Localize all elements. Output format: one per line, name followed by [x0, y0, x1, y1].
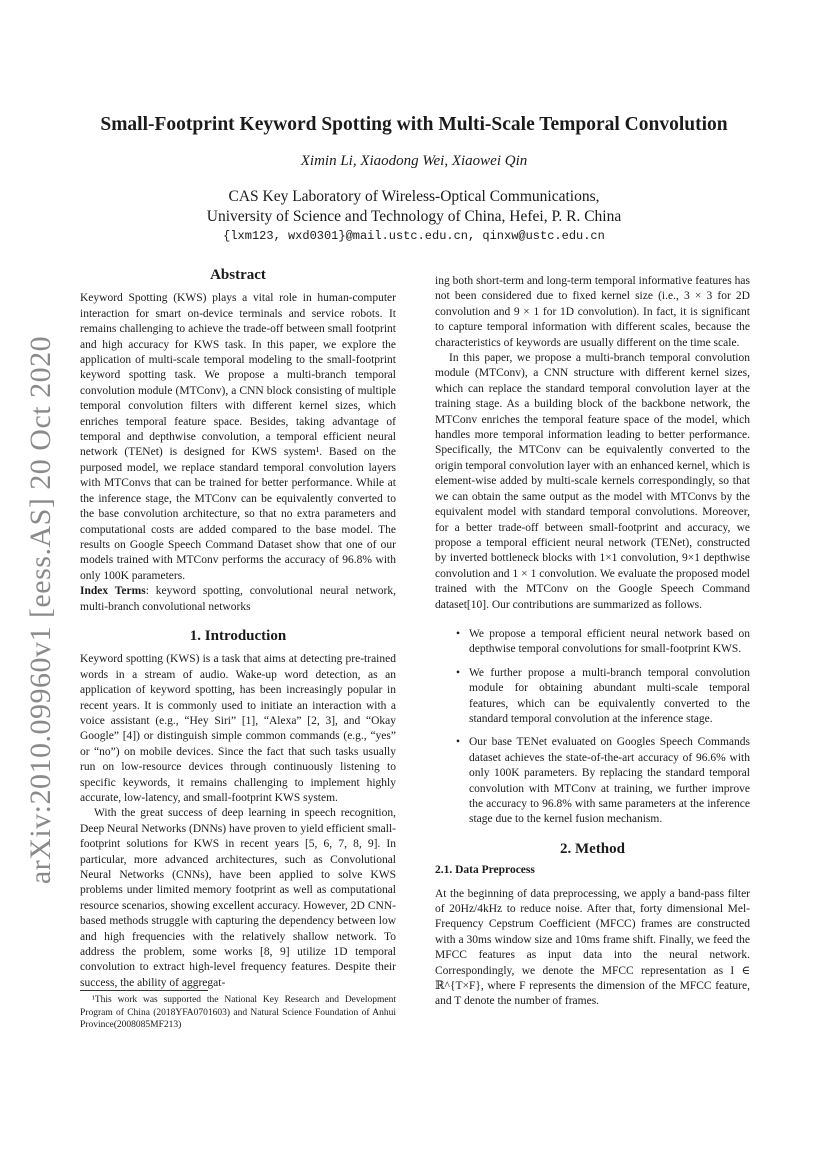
- paper-title: Small-Footprint Keyword Spotting with Multi-Scale Temporal Convolution: [100, 114, 728, 135]
- intro-paragraph-2: With the great success of deep learning in speech recognition, Deep Neural Networks (DNNs) have proven to yield efficient small-footprint solutions for KWS in recent years [5, 6, 7, 8, 9]. In particular, more advanced architectures, such as Convolutional Neural Networks (CNNs), have been applied to solve KWS problems under limited memory footprint as well as computational resource scenarios, showing excellent accuracy. However, 2D CNN-based methods struggle with capturing the dependency between low and high frequencies with the relatively shallow network. To address the problem, some works [8, 9] utilize 1D temporal convolution to extract high-level frequency features. Despite their success, the ability of aggregat-: [80, 807, 396, 989]
- list-item: • We further propose a multi-branch temporal convolution module for obtaining abundant multi-scale temporal features, which can be equivalently converted to the standard temporal convolution at the inference stage.: [435, 666, 750, 728]
- paper-authors: Ximin Li, Xiaodong Wei, Xiaowei Qin: [300, 153, 528, 169]
- left-column: [80, 268, 396, 991]
- data-preprocess-heading: 2.1. Data Preprocess: [435, 864, 535, 877]
- method-heading: 2. Method: [560, 840, 625, 857]
- footnote: ¹This work was supported the National Key Research and Development Program of China (2018YFA0701603) and Natural Science Foundation of Anhui Province(2008085MF213): [80, 995, 396, 1030]
- index-terms-text: : keyword spotting, convolutional neural network, multi-branch convolutional networks: [80, 585, 397, 613]
- contribution-intro-paragraph: In this paper, we propose a multi-branch temporal convolution module (MTConv), a CNN structure with different kernel sizes, which can replace the standard temporal convolution layer at the training stage. As a building block of the backbone network, the MTConv enriches the temporal feature space of the model, which handles more temporal information leading to better performance. Specifically, the MTConv can be equivalently converted to the origin temporal convolution layer with an enhanced kernel, which is element-wise added by multi-scale kernels correspondingly, so that we can obtain the same output as the model with MTConvs by the equivalent model with standard temporal convolutions. Moreover, for a better trade-off between small-footprint and accuracy, we propose a temporal efficient neural network (TENet), constructed by inverted bottleneck blocks with 1×1 convolution, 9×1 depthwise convolution and 1 × 1 convolution. We evaluate the proposed model trained with the MTConv on the Google Speech Command dataset[10]. Our contributions are summarized as follows.: [435, 352, 750, 611]
- list-item: • We propose a temporal efficient neural network based on depthwise temporal convolutions for small-footprint KWS.: [435, 627, 750, 658]
- affiliation-line-2: University of Science and Technology of China, Hefei, P. R. China: [206, 208, 622, 225]
- abstract-text: Keyword Spotting (KWS) plays a vital role in human-computer interaction for smart on-device terminals and service robots. It remains challenging to achieve the trade-off between small footprint and high accuracy for KWS task. In this paper, we explore the application of multi-scale temporal modeling to the small-footprint keyword spotting task. We propose a multi-branch temporal convolution module (MTConv), a CNN block consisting of multiple temporal convolution filters with different kernel sizes, which enriches temporal feature space. Besides, taking advantage of temporal and depthwise convolution, a temporal efficient neural network (TENet) is designed for KWS system¹. Based on the purposed model, we replace standard temporal convolution layers with MTConvs that can be trained for better performance. While at the inference stage, the MTConv can be equivalently converted to the base convolution architecture, so that no extra parameters and computational costs are added compared to the base model. The results on Google Speech Command Dataset show that one of our models trained with MTConv performs the accuracy of 96.8% with only 100K parameters.: [80, 292, 396, 582]
- introduction-heading: 1. Introduction: [189, 627, 287, 644]
- continued-paragraph: ing both short-term and long-term temporal informative features has not been considered due to fixed kernel size (i.e., 3 × 3 for 2D convolution and 9 × 1 for 1D convolution). In fact, it is significant to capture temporal information with different scales, because the characteristics of keywords are usually different on the time scale.: [435, 275, 750, 349]
- list-item: • Our base TENet evaluated on Googles Speech Commands dataset achieves the state-of-the-art accuracy of 96.6% with only 100K parameters. By replacing the standard temporal convolution with MTConv at training, we further improve the accuracy to 96.8% with same parameters at the inference stage due to the kernel fusion mechanism.: [435, 735, 750, 827]
- affiliation-line-1: CAS Key Laboratory of Wireless-Optical Communications,: [228, 188, 600, 205]
- author-emails: {lxm123, wxd0301}@mail.ustc.edu.cn, qinxw@ustc.edu.cn: [223, 229, 605, 243]
- index-terms-label: Index Terms: [80, 585, 146, 598]
- arxiv-stamp: [24, 335, 57, 885]
- arxiv-stamp-text: arXiv:2010.09960v1 [eess.AS] 20 Oct 2020: [24, 335, 57, 885]
- right-column: [435, 274, 750, 1010]
- intro-paragraph-1: Keyword spotting (KWS) is a task that aims at detecting pre-trained words in a stream of audio. Wake-up word detection, as an application of keyword spotting, has been increasingly popular in recent years. It is commonly used to initiate an interaction with a voice assistant (e.g., “Hey Siri” [1], “Alexa” [2, 3], and “Okay Google” [4]) or distinguish simple common commands (e.g., “yes” or “no”) on mobile devices. Since the fact that such tasks usually run on low-resource devices through continuously listening to specific keywords, it remains challenging to implement highly accurate, low-latency, and small-footprint KWS system.: [80, 653, 396, 804]
- index-terms: [80, 584, 396, 615]
- footnote-rule: [80, 990, 208, 991]
- contributions-list: [435, 627, 750, 828]
- method-paragraph: At the beginning of data preprocessing, we apply a band-pass filter of 20Hz/4kHz to reduce noise. After that, forty dimensional Mel-Frequency Cepstrum Coefficient (MFCC) frames are constructed with a 30ms window size and 10ms frame shift. Finally, we feed the MFCC features as input data into the neural network. Correspondingly, we denote the MFCC representation as I ∈ ℝ^{T×F}, where F represents the dimension of the MFCC feature, and T denote the number of frames.: [435, 887, 750, 1008]
- affiliation: [0, 187, 828, 227]
- abstract-heading: Abstract: [210, 267, 266, 283]
